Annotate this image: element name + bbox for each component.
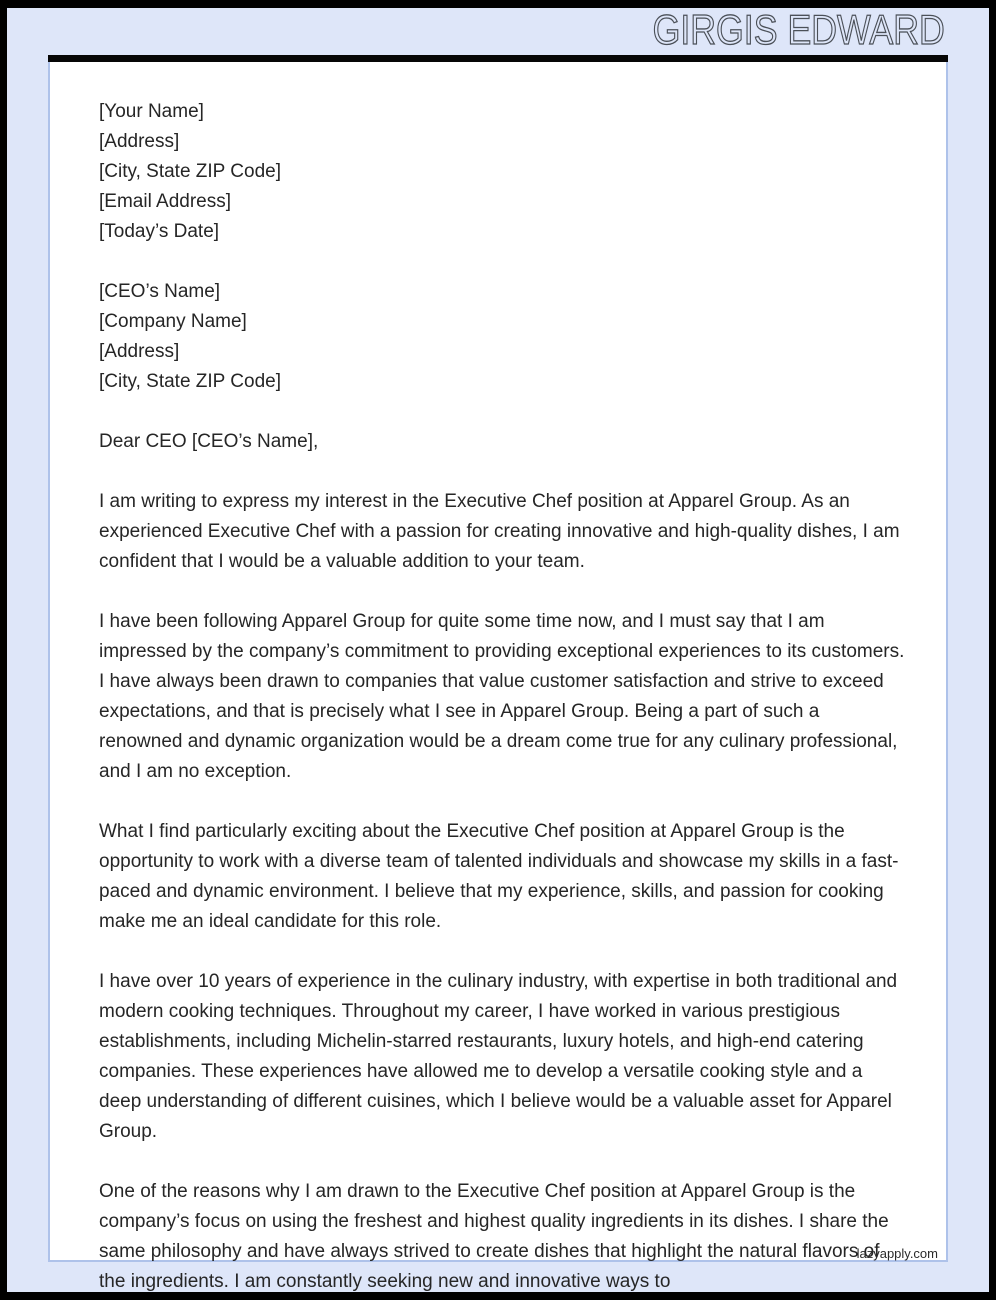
sender-address-line: [Address] (99, 131, 180, 152)
recipient-city-line: [City, State ZIP Code] (99, 371, 281, 392)
sender-email-line: [Email Address] (99, 191, 231, 212)
sender-block (99, 97, 905, 247)
paragraph-experience: I have over 10 years of experience in the culinary industry, with expertise in both traditional and modern cooking techniques. Throughout my career, I have worked in various prestigious establishments, including Michelin-starred restaurants, luxury hotels, and high-end catering companies. These experiences have allowed me to develop a versatile cooking style and a deep understanding of different cuisines, which I believe would be a valuable asset for Apparel Group. (99, 971, 898, 1142)
lazyapply-watermark: lazyapply.com (856, 1246, 938, 1261)
paragraph-company: I have been following Apparel Group for quite some time now, and I must say that I am impressed by the company’s commitment to providing exceptional experiences to its customers. I have always been drawn to companies that value customer satisfaction and strive to exceed expectations, and that is precisely what I see in Apparel Group. Being a part of such a renowned and dynamic organization would be a dream come true for any culinary professional, and I am no exception. (99, 611, 905, 782)
salutation: Dear CEO [CEO’s Name], (99, 431, 319, 452)
letter-body (99, 97, 905, 1300)
sender-name-line: [Your Name] (99, 101, 204, 122)
recipient-name-line: [CEO’s Name] (99, 281, 221, 302)
recipient-company-line: [Company Name] (99, 311, 247, 332)
sender-city-line: [City, State ZIP Code] (99, 161, 281, 182)
recipient-address-line: [Address] (99, 341, 180, 362)
brand-wordmark: GIRGIS EDWARD (652, 6, 945, 53)
paragraph-excitement: What I find particularly exciting about the Executive Chef position at Apparel Group is the opportunity to work with a diverse team of talented individuals and showcase my skills in a fast-paced and dynamic environment. I believe that my experience, skills, and passion for cooking make me an ideal candidate for this role. (99, 821, 899, 932)
paragraph-philosophy: One of the reasons why I am drawn to the Executive Chef position at Apparel Group is the company’s focus on using the freshest and highest quality ingredients in its dishes. I share the same philosophy and have always strived to create dishes that highlight the natural flavors of the ingredients. I am constantly seeking new and innovative ways to (99, 1181, 889, 1292)
paragraph-intro: I am writing to express my interest in the Executive Chef position at Apparel Group. As an experienced Executive Chef with a passion for creating innovative and high-quality dishes, I am confident that I would be a valuable addition to your team. (99, 491, 900, 572)
header-rule (48, 55, 948, 62)
recipient-block (99, 277, 905, 397)
sender-date-line: [Today’s Date] (99, 221, 220, 242)
